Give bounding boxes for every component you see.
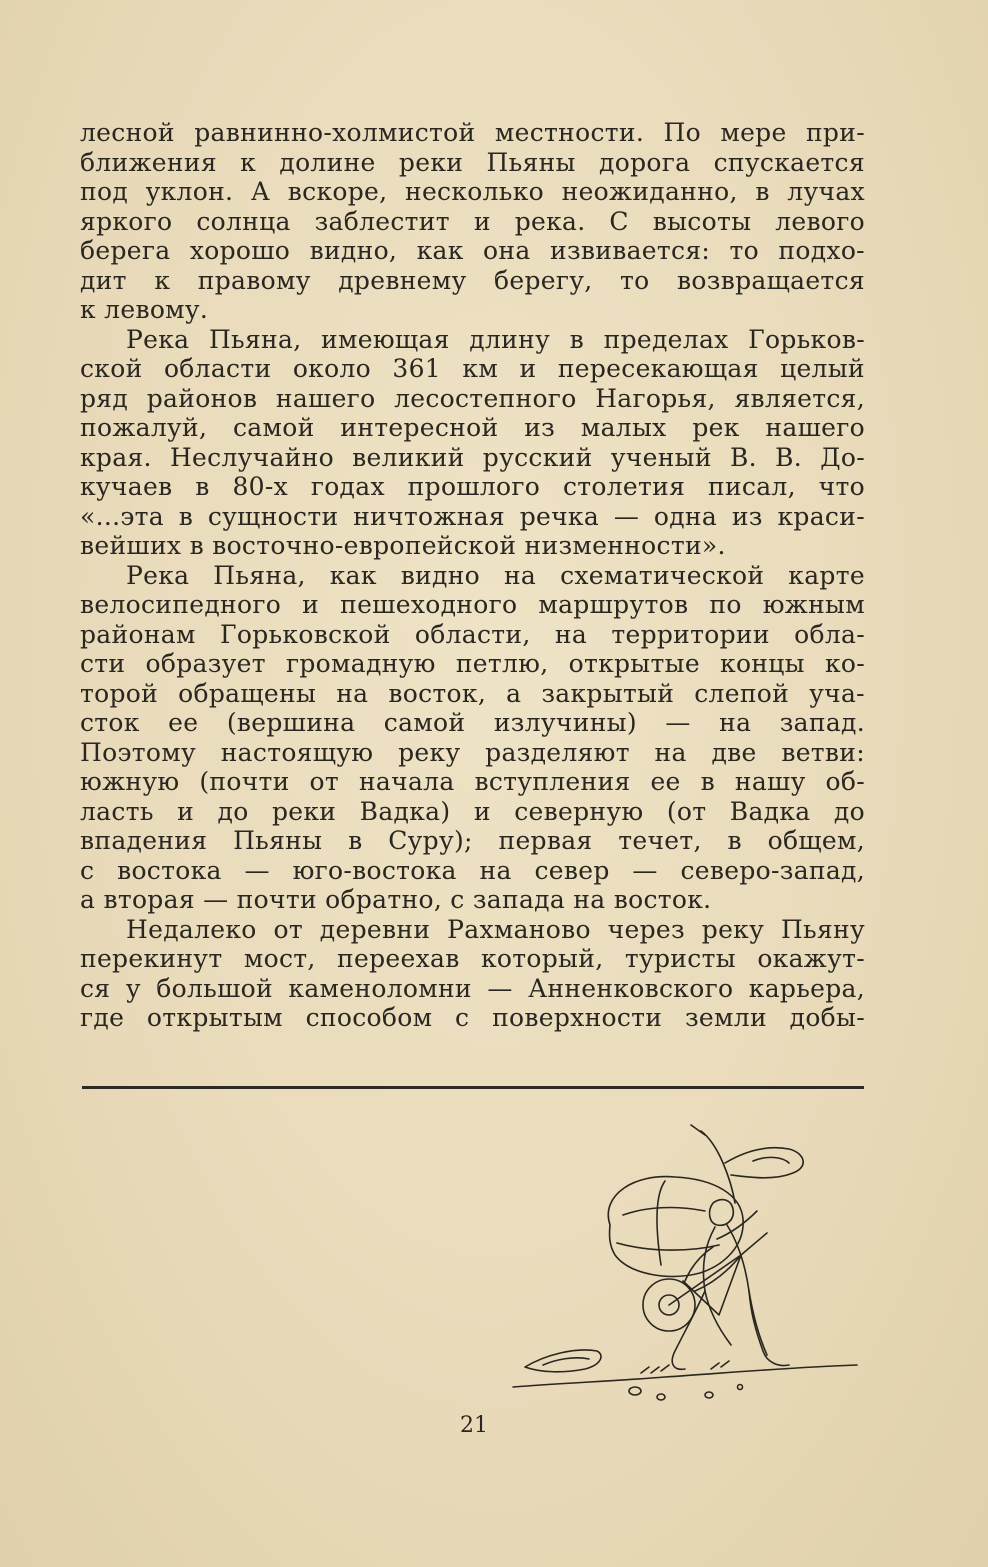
text-line: торой обращены на восток, а закрытый слепой уча- (80, 678, 865, 708)
text-line: а вторая — почти обратно, с запада на восток. (80, 885, 712, 914)
hiker-with-bicycle-illustration (505, 1115, 875, 1415)
text-line: впадения Пьяны в Суру); первая течет, в общем, (80, 826, 865, 855)
page-number: 21 (460, 1413, 488, 1438)
paragraph (80, 561, 865, 915)
text-line: районам Горьковской области, на территории обла- (80, 619, 865, 649)
text-line: сти образует громадную петлю, открытые концы ко- (80, 649, 865, 678)
text-line: «...эта в сущности ничтожная речка — одна из краси- (80, 501, 865, 531)
text-line: Река Пьяна, как видно на схематической карте (126, 560, 865, 590)
text-line: дит к правому древнему берегу, то возвращается (80, 265, 865, 295)
text-line: вейших в восточно-европейской низменности». (80, 531, 726, 560)
text-line: ближения к долине реки Пьяны дорога спускается (80, 147, 865, 177)
paragraph (80, 915, 865, 1033)
text-line: Недалеко от деревни Рахманово через реку Пьяну (126, 914, 865, 944)
text-line: ласть и до реки Вадка) и северную (от Вадка до (80, 796, 865, 826)
text-line: Поэтому настоящую реку разделяют на две ветви: (80, 737, 865, 767)
text-line: южную (почти от начала вступления ее в нашу об- (80, 767, 865, 796)
paragraph (80, 118, 865, 325)
text-line: с востока — юго-востока на север — северо-запад, (80, 855, 865, 885)
text-line: перекинут мост, переехав который, туристы окажут- (80, 944, 865, 973)
text-line: Река Пьяна, имеющая длину в пределах Горьков- (126, 324, 865, 354)
text-line: пожалуй, самой интересной из малых рек нашего (80, 413, 865, 442)
text-line: сток ее (вершина самой излучины) — на запад. (80, 708, 865, 737)
text-line: кучаев в 80-х годах прошлого столетия писал, что (80, 472, 865, 501)
section-divider (82, 1086, 864, 1089)
text-line: где открытым способом с поверхности земли добы- (80, 1003, 865, 1032)
text-line: под уклон. А вскоре, несколько неожиданно, в лучах (80, 177, 865, 206)
text-line: велосипедного и пешеходного маршрутов по южным (80, 590, 865, 619)
text-line: ряд районов нашего лесостепного Нагорья, является, (80, 383, 865, 413)
text-line: берега хорошо видно, как она извивается: то подхо- (80, 236, 865, 265)
text-line: к левому. (80, 295, 209, 324)
text-line: лесной равнинно-холмистой местности. По мере при- (80, 118, 865, 147)
text-line: яркого солнца заблестит и река. С высоты левого (80, 206, 865, 236)
text-line: края. Неслучайно великий русский ученый В. В. До- (80, 442, 865, 472)
body-text (80, 118, 865, 1033)
text-line: ся у большой каменоломни — Анненковского карьера, (80, 973, 865, 1003)
paragraph (80, 325, 865, 561)
text-line: ской области около 361 км и пересекающая целый (80, 354, 865, 383)
